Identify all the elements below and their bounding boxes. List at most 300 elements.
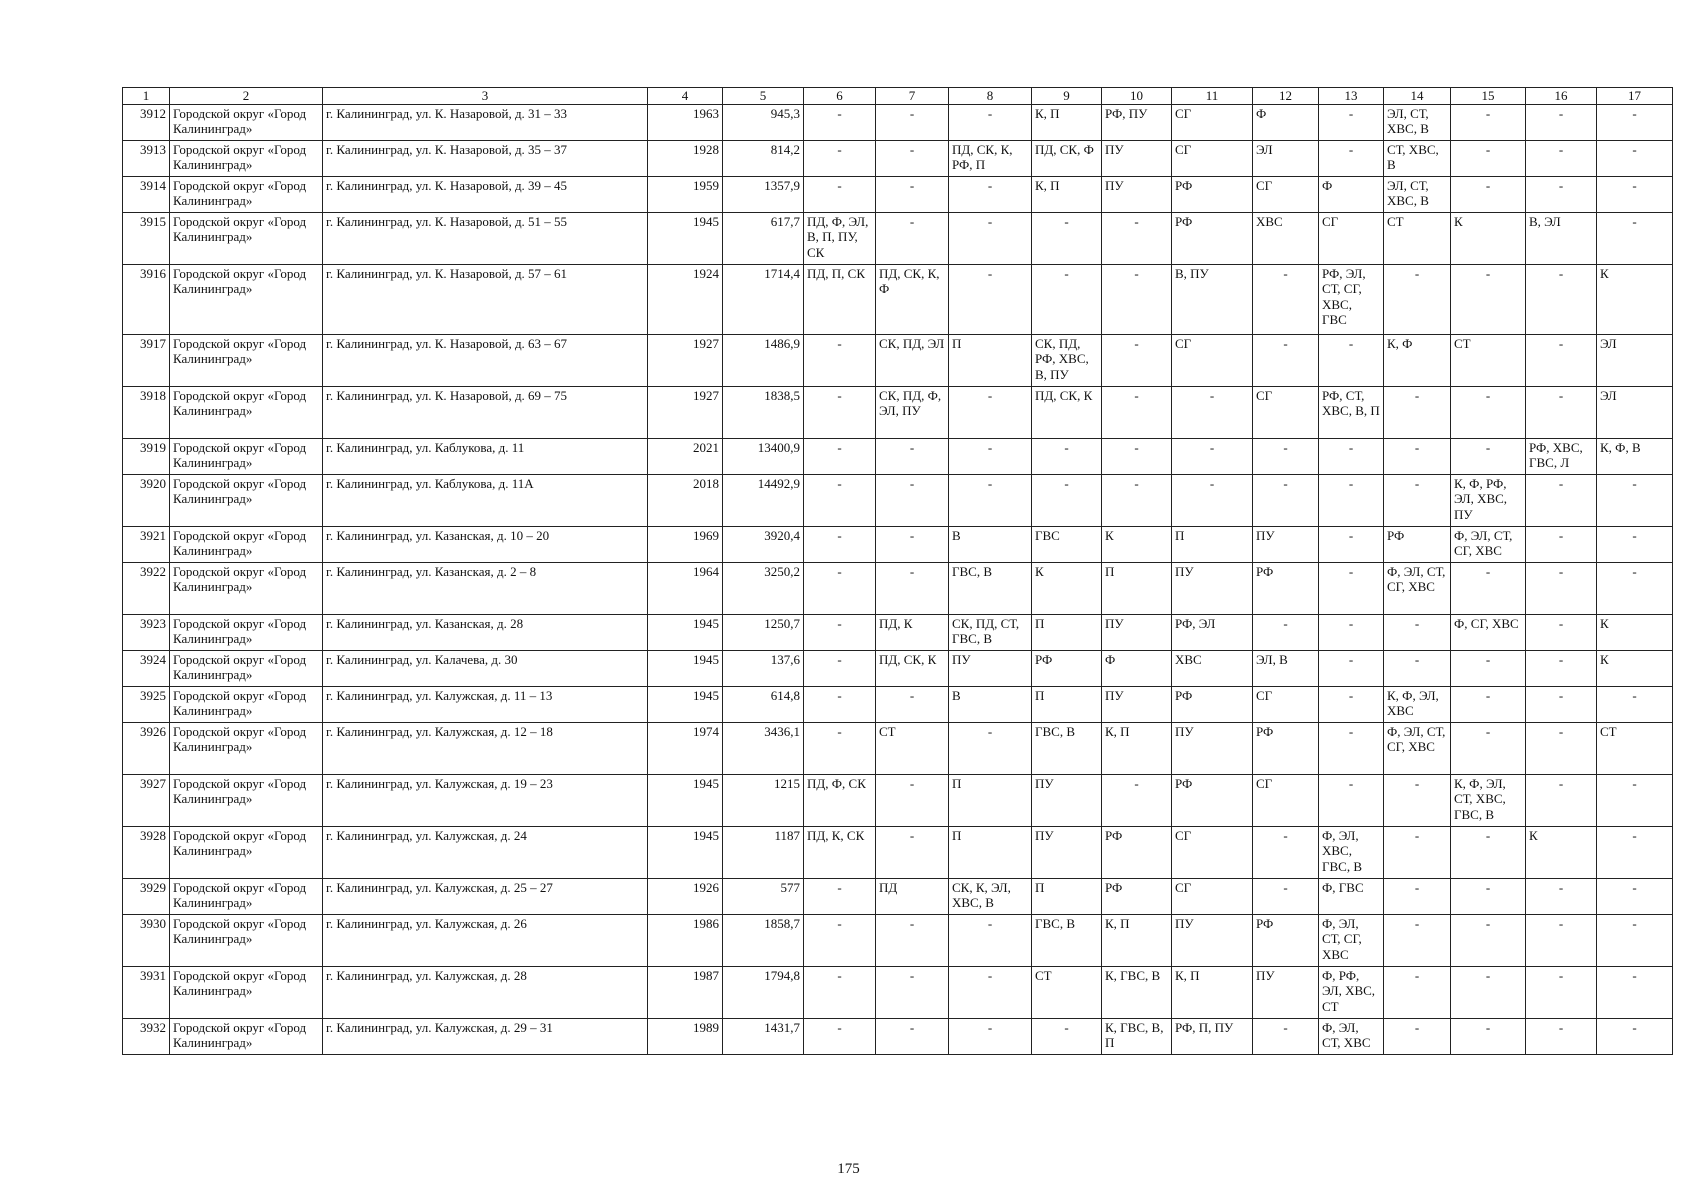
address-cell: г. Калининград, ул. К. Назаровой, д. 57 – 61 bbox=[323, 264, 648, 334]
col-14-cell: СТ, ХВС, В bbox=[1384, 140, 1451, 176]
record-number-cell: 3928 bbox=[123, 826, 170, 878]
col-9-cell: К, П bbox=[1032, 176, 1102, 212]
col-9-cell: ПУ bbox=[1032, 774, 1102, 826]
col-17-cell: К bbox=[1597, 264, 1673, 334]
col-9-cell: ПУ bbox=[1032, 826, 1102, 878]
address-cell: г. Калининград, ул. Калужская, д. 24 bbox=[323, 826, 648, 878]
col-13-cell: Ф, ЭЛ, СТ, ХВС bbox=[1319, 1018, 1384, 1054]
year-built-cell: 1969 bbox=[648, 526, 723, 562]
col-13-cell: - bbox=[1319, 722, 1384, 774]
col-10-cell: К, ГВС, В, П bbox=[1102, 1018, 1172, 1054]
col-10-cell: - bbox=[1102, 474, 1172, 526]
col-12-cell: - bbox=[1253, 826, 1319, 878]
col-14-cell: - bbox=[1384, 1018, 1451, 1054]
col-6-cell: - bbox=[804, 966, 876, 1018]
page-number: 175 bbox=[837, 1161, 860, 1177]
col-14-cell: - bbox=[1384, 878, 1451, 914]
col-6-cell: - bbox=[804, 650, 876, 686]
col-16-cell: РФ, ХВС, ГВС, Л bbox=[1526, 438, 1597, 474]
municipality-cell: Городской округ «Город Калининград» bbox=[170, 878, 323, 914]
table-row bbox=[123, 914, 1673, 966]
area-cell: 1838,5 bbox=[723, 386, 804, 438]
col-6-cell: - bbox=[804, 878, 876, 914]
col-12-cell: РФ bbox=[1253, 562, 1319, 614]
col-17-cell: К bbox=[1597, 650, 1673, 686]
col-16-cell: - bbox=[1526, 474, 1597, 526]
col-7-cell: - bbox=[876, 686, 949, 722]
record-number-cell: 3923 bbox=[123, 614, 170, 650]
area-cell: 1215 bbox=[723, 774, 804, 826]
col-11-cell: - bbox=[1172, 386, 1253, 438]
col-13-cell: Ф, ЭЛ, ХВС, ГВС, В bbox=[1319, 826, 1384, 878]
col-8-cell: П bbox=[949, 774, 1032, 826]
year-built-cell: 1963 bbox=[648, 104, 723, 140]
address-cell: г. Калининград, ул. К. Назаровой, д. 35 – 37 bbox=[323, 140, 648, 176]
col-11-cell: П bbox=[1172, 526, 1253, 562]
col-10-cell: РФ, ПУ bbox=[1102, 104, 1172, 140]
col-14-cell: СТ bbox=[1384, 212, 1451, 264]
col-14-cell: - bbox=[1384, 264, 1451, 334]
col-7-cell: - bbox=[876, 140, 949, 176]
municipality-cell: Городской округ «Город Калининград» bbox=[170, 140, 323, 176]
col-10-cell: - bbox=[1102, 386, 1172, 438]
col-16-cell: - bbox=[1526, 104, 1597, 140]
area-cell: 814,2 bbox=[723, 140, 804, 176]
col-12-cell: СГ bbox=[1253, 686, 1319, 722]
col-17-cell: ЭЛ bbox=[1597, 386, 1673, 438]
col-14-cell: ЭЛ, СТ, ХВС, В bbox=[1384, 104, 1451, 140]
area-cell: 577 bbox=[723, 878, 804, 914]
col-7-cell: - bbox=[876, 966, 949, 1018]
col-9-cell: - bbox=[1032, 212, 1102, 264]
col-12-cell: РФ bbox=[1253, 722, 1319, 774]
col-12-cell: Ф bbox=[1253, 104, 1319, 140]
area-cell: 1794,8 bbox=[723, 966, 804, 1018]
col-8-cell: - bbox=[949, 104, 1032, 140]
column-number-16: 16 bbox=[1526, 88, 1597, 105]
col-9-cell: - bbox=[1032, 1018, 1102, 1054]
col-13-cell: - bbox=[1319, 562, 1384, 614]
col-16-cell: - bbox=[1526, 686, 1597, 722]
record-number-cell: 3926 bbox=[123, 722, 170, 774]
col-14-cell: - bbox=[1384, 774, 1451, 826]
register-table bbox=[122, 87, 1673, 1055]
col-8-cell: П bbox=[949, 826, 1032, 878]
col-15-cell: - bbox=[1451, 386, 1526, 438]
col-7-cell: - bbox=[876, 826, 949, 878]
col-15-cell: Ф, СГ, ХВС bbox=[1451, 614, 1526, 650]
col-13-cell: - bbox=[1319, 140, 1384, 176]
table-row bbox=[123, 104, 1673, 140]
col-7-cell: - bbox=[876, 474, 949, 526]
address-cell: г. Калининград, ул. Калужская, д. 19 – 23 bbox=[323, 774, 648, 826]
col-9-cell: П bbox=[1032, 614, 1102, 650]
area-cell: 617,7 bbox=[723, 212, 804, 264]
table-row bbox=[123, 1018, 1673, 1054]
municipality-cell: Городской округ «Город Калининград» bbox=[170, 334, 323, 386]
col-6-cell: - bbox=[804, 334, 876, 386]
col-10-cell: П bbox=[1102, 562, 1172, 614]
col-17-cell: - bbox=[1597, 104, 1673, 140]
municipality-cell: Городской округ «Город Калининград» bbox=[170, 212, 323, 264]
table-row bbox=[123, 774, 1673, 826]
col-12-cell: - bbox=[1253, 614, 1319, 650]
municipality-cell: Городской округ «Город Калининград» bbox=[170, 526, 323, 562]
col-14-cell: ЭЛ, СТ, ХВС, В bbox=[1384, 176, 1451, 212]
year-built-cell: 1927 bbox=[648, 386, 723, 438]
col-12-cell: ХВС bbox=[1253, 212, 1319, 264]
record-number-cell: 3912 bbox=[123, 104, 170, 140]
col-13-cell: Ф, ГВС bbox=[1319, 878, 1384, 914]
col-10-cell: - bbox=[1102, 212, 1172, 264]
col-12-cell: ПУ bbox=[1253, 966, 1319, 1018]
col-15-cell: - bbox=[1451, 562, 1526, 614]
record-number-cell: 3930 bbox=[123, 914, 170, 966]
col-6-cell: - bbox=[804, 438, 876, 474]
table-row bbox=[123, 140, 1673, 176]
year-built-cell: 1959 bbox=[648, 176, 723, 212]
address-cell: г. Калининград, ул. Казанская, д. 2 – 8 bbox=[323, 562, 648, 614]
col-15-cell: - bbox=[1451, 438, 1526, 474]
col-9-cell: ГВС, В bbox=[1032, 722, 1102, 774]
column-number-3: 3 bbox=[323, 88, 648, 105]
area-cell: 14492,9 bbox=[723, 474, 804, 526]
col-12-cell: ЭЛ, В bbox=[1253, 650, 1319, 686]
col-12-cell: СГ bbox=[1253, 774, 1319, 826]
col-17-cell: - bbox=[1597, 526, 1673, 562]
col-8-cell: В bbox=[949, 686, 1032, 722]
col-10-cell: К, П bbox=[1102, 914, 1172, 966]
col-8-cell: - bbox=[949, 438, 1032, 474]
col-15-cell: - bbox=[1451, 140, 1526, 176]
year-built-cell: 1964 bbox=[648, 562, 723, 614]
column-number-1: 1 bbox=[123, 88, 170, 105]
col-17-cell: - bbox=[1597, 966, 1673, 1018]
col-15-cell: - bbox=[1451, 878, 1526, 914]
municipality-cell: Городской округ «Город Калининград» bbox=[170, 614, 323, 650]
municipality-cell: Городской округ «Город Калининград» bbox=[170, 264, 323, 334]
col-10-cell: К, ГВС, В bbox=[1102, 966, 1172, 1018]
col-11-cell: ПУ bbox=[1172, 914, 1253, 966]
col-7-cell: ПД, СК, К bbox=[876, 650, 949, 686]
col-8-cell: - bbox=[949, 722, 1032, 774]
col-16-cell: - bbox=[1526, 914, 1597, 966]
municipality-cell: Городской округ «Город Калининград» bbox=[170, 966, 323, 1018]
area-cell: 1250,7 bbox=[723, 614, 804, 650]
area-cell: 1431,7 bbox=[723, 1018, 804, 1054]
address-cell: г. Калининград, ул. Казанская, д. 28 bbox=[323, 614, 648, 650]
record-number-cell: 3927 bbox=[123, 774, 170, 826]
col-17-cell: К bbox=[1597, 614, 1673, 650]
record-number-cell: 3919 bbox=[123, 438, 170, 474]
col-16-cell: - bbox=[1526, 176, 1597, 212]
col-13-cell: - bbox=[1319, 614, 1384, 650]
table-row bbox=[123, 722, 1673, 774]
col-6-cell: ПД, К, СК bbox=[804, 826, 876, 878]
column-number-7: 7 bbox=[876, 88, 949, 105]
col-13-cell: - bbox=[1319, 774, 1384, 826]
col-14-cell: - bbox=[1384, 966, 1451, 1018]
record-number-cell: 3914 bbox=[123, 176, 170, 212]
col-11-cell: РФ bbox=[1172, 212, 1253, 264]
col-14-cell: К, Ф bbox=[1384, 334, 1451, 386]
area-cell: 1486,9 bbox=[723, 334, 804, 386]
col-10-cell: РФ bbox=[1102, 878, 1172, 914]
col-17-cell: - bbox=[1597, 474, 1673, 526]
col-14-cell: К, Ф, ЭЛ, ХВС bbox=[1384, 686, 1451, 722]
col-13-cell: СГ bbox=[1319, 212, 1384, 264]
col-10-cell: ПУ bbox=[1102, 176, 1172, 212]
table-row bbox=[123, 334, 1673, 386]
municipality-cell: Городской округ «Город Калининград» bbox=[170, 386, 323, 438]
col-6-cell: - bbox=[804, 722, 876, 774]
col-6-cell: - bbox=[804, 386, 876, 438]
col-10-cell: ПУ bbox=[1102, 614, 1172, 650]
record-number-cell: 3913 bbox=[123, 140, 170, 176]
col-8-cell: СК, ПД, СТ, ГВС, В bbox=[949, 614, 1032, 650]
col-17-cell: - bbox=[1597, 1018, 1673, 1054]
col-10-cell: ПУ bbox=[1102, 140, 1172, 176]
record-number-cell: 3917 bbox=[123, 334, 170, 386]
col-12-cell: - bbox=[1253, 264, 1319, 334]
col-16-cell: - bbox=[1526, 334, 1597, 386]
table-row bbox=[123, 966, 1673, 1018]
address-cell: г. Калининград, ул. Калужская, д. 28 bbox=[323, 966, 648, 1018]
col-7-cell: ПД bbox=[876, 878, 949, 914]
col-17-cell: - bbox=[1597, 176, 1673, 212]
area-cell: 3250,2 bbox=[723, 562, 804, 614]
record-number-cell: 3925 bbox=[123, 686, 170, 722]
col-13-cell: РФ, ЭЛ, СТ, СГ, ХВС, ГВС bbox=[1319, 264, 1384, 334]
col-14-cell: - bbox=[1384, 826, 1451, 878]
address-cell: г. Калининград, ул. Калужская, д. 26 bbox=[323, 914, 648, 966]
year-built-cell: 1945 bbox=[648, 614, 723, 650]
col-9-cell: ГВС, В bbox=[1032, 914, 1102, 966]
column-number-5: 5 bbox=[723, 88, 804, 105]
col-15-cell: К, Ф, ЭЛ, СТ, ХВС, ГВС, В bbox=[1451, 774, 1526, 826]
col-13-cell: - bbox=[1319, 526, 1384, 562]
col-17-cell: - bbox=[1597, 914, 1673, 966]
col-12-cell: - bbox=[1253, 1018, 1319, 1054]
record-number-cell: 3932 bbox=[123, 1018, 170, 1054]
col-15-cell: - bbox=[1451, 176, 1526, 212]
col-14-cell: - bbox=[1384, 650, 1451, 686]
col-12-cell: СГ bbox=[1253, 176, 1319, 212]
column-number-9: 9 bbox=[1032, 88, 1102, 105]
area-cell: 137,6 bbox=[723, 650, 804, 686]
col-17-cell: - bbox=[1597, 826, 1673, 878]
col-13-cell: Ф, ЭЛ, СТ, СГ, ХВС bbox=[1319, 914, 1384, 966]
municipality-cell: Городской округ «Город Калининград» bbox=[170, 562, 323, 614]
area-cell: 1858,7 bbox=[723, 914, 804, 966]
record-number-cell: 3918 bbox=[123, 386, 170, 438]
col-10-cell: - bbox=[1102, 438, 1172, 474]
table-row bbox=[123, 650, 1673, 686]
address-cell: г. Калининград, ул. Казанская, д. 10 – 20 bbox=[323, 526, 648, 562]
col-12-cell: - bbox=[1253, 878, 1319, 914]
col-15-cell: - bbox=[1451, 914, 1526, 966]
column-number-8: 8 bbox=[949, 88, 1032, 105]
col-9-cell: ПД, СК, К bbox=[1032, 386, 1102, 438]
col-7-cell: - bbox=[876, 212, 949, 264]
col-9-cell: К, П bbox=[1032, 104, 1102, 140]
col-16-cell: - bbox=[1526, 264, 1597, 334]
col-9-cell: СК, ПД, РФ, ХВС, В, ПУ bbox=[1032, 334, 1102, 386]
col-16-cell: - bbox=[1526, 878, 1597, 914]
col-6-cell: - bbox=[804, 474, 876, 526]
address-cell: г. Калининград, ул. К. Назаровой, д. 39 – 45 bbox=[323, 176, 648, 212]
col-11-cell: РФ bbox=[1172, 774, 1253, 826]
col-10-cell: К, П bbox=[1102, 722, 1172, 774]
year-built-cell: 1945 bbox=[648, 826, 723, 878]
area-cell: 1714,4 bbox=[723, 264, 804, 334]
address-cell: г. Калининград, ул. Калужская, д. 25 – 27 bbox=[323, 878, 648, 914]
col-17-cell: ЭЛ bbox=[1597, 334, 1673, 386]
col-10-cell: - bbox=[1102, 774, 1172, 826]
col-8-cell: - bbox=[949, 1018, 1032, 1054]
col-9-cell: ПД, СК, Ф bbox=[1032, 140, 1102, 176]
municipality-cell: Городской округ «Город Калининград» bbox=[170, 176, 323, 212]
col-11-cell: В, ПУ bbox=[1172, 264, 1253, 334]
col-7-cell: - bbox=[876, 774, 949, 826]
col-14-cell: - bbox=[1384, 474, 1451, 526]
table-row bbox=[123, 438, 1673, 474]
col-14-cell: Ф, ЭЛ, СТ, СГ, ХВС bbox=[1384, 562, 1451, 614]
col-15-cell: - bbox=[1451, 722, 1526, 774]
col-11-cell: СГ bbox=[1172, 878, 1253, 914]
col-14-cell: - bbox=[1384, 438, 1451, 474]
col-12-cell: РФ bbox=[1253, 914, 1319, 966]
col-11-cell: ПУ bbox=[1172, 722, 1253, 774]
col-16-cell: В, ЭЛ bbox=[1526, 212, 1597, 264]
municipality-cell: Городской округ «Город Калининград» bbox=[170, 774, 323, 826]
year-built-cell: 1926 bbox=[648, 878, 723, 914]
table-row bbox=[123, 474, 1673, 526]
col-12-cell: - bbox=[1253, 334, 1319, 386]
col-10-cell: Ф bbox=[1102, 650, 1172, 686]
year-built-cell: 1928 bbox=[648, 140, 723, 176]
municipality-cell: Городской округ «Город Калининград» bbox=[170, 438, 323, 474]
col-14-cell: - bbox=[1384, 914, 1451, 966]
col-8-cell: СК, К, ЭЛ, ХВС, В bbox=[949, 878, 1032, 914]
area-cell: 3436,1 bbox=[723, 722, 804, 774]
col-11-cell: РФ, ЭЛ bbox=[1172, 614, 1253, 650]
municipality-cell: Городской округ «Город Калининград» bbox=[170, 914, 323, 966]
col-15-cell: К, Ф, РФ, ЭЛ, ХВС, ПУ bbox=[1451, 474, 1526, 526]
col-17-cell: СТ bbox=[1597, 722, 1673, 774]
area-cell: 13400,9 bbox=[723, 438, 804, 474]
col-9-cell: П bbox=[1032, 878, 1102, 914]
col-7-cell: - bbox=[876, 438, 949, 474]
address-cell: г. Калининград, ул. К. Назаровой, д. 51 – 55 bbox=[323, 212, 648, 264]
col-8-cell: ПУ bbox=[949, 650, 1032, 686]
year-built-cell: 1987 bbox=[648, 966, 723, 1018]
col-8-cell: ПД, СК, К, РФ, П bbox=[949, 140, 1032, 176]
col-17-cell: - bbox=[1597, 686, 1673, 722]
column-number-2: 2 bbox=[170, 88, 323, 105]
year-built-cell: 2021 bbox=[648, 438, 723, 474]
municipality-cell: Городской округ «Город Калининград» bbox=[170, 474, 323, 526]
col-11-cell: СГ bbox=[1172, 140, 1253, 176]
col-9-cell: РФ bbox=[1032, 650, 1102, 686]
col-6-cell: - bbox=[804, 562, 876, 614]
year-built-cell: 1945 bbox=[648, 686, 723, 722]
col-10-cell: РФ bbox=[1102, 826, 1172, 878]
table-row bbox=[123, 826, 1673, 878]
record-number-cell: 3916 bbox=[123, 264, 170, 334]
col-6-cell: - bbox=[804, 104, 876, 140]
col-8-cell: - bbox=[949, 914, 1032, 966]
col-6-cell: - bbox=[804, 686, 876, 722]
column-number-14: 14 bbox=[1384, 88, 1451, 105]
table-row bbox=[123, 386, 1673, 438]
col-10-cell: - bbox=[1102, 264, 1172, 334]
municipality-cell: Городской округ «Город Калининград» bbox=[170, 104, 323, 140]
col-16-cell: - bbox=[1526, 614, 1597, 650]
col-15-cell: - bbox=[1451, 826, 1526, 878]
col-13-cell: Ф bbox=[1319, 176, 1384, 212]
area-cell: 614,8 bbox=[723, 686, 804, 722]
col-13-cell: - bbox=[1319, 438, 1384, 474]
col-6-cell: - bbox=[804, 914, 876, 966]
col-15-cell: К bbox=[1451, 212, 1526, 264]
record-number-cell: 3924 bbox=[123, 650, 170, 686]
col-16-cell: - bbox=[1526, 526, 1597, 562]
col-8-cell: - bbox=[949, 176, 1032, 212]
year-built-cell: 2018 bbox=[648, 474, 723, 526]
table-row bbox=[123, 562, 1673, 614]
col-13-cell: - bbox=[1319, 104, 1384, 140]
col-9-cell: - bbox=[1032, 474, 1102, 526]
col-15-cell: СТ bbox=[1451, 334, 1526, 386]
col-8-cell: ГВС, В bbox=[949, 562, 1032, 614]
col-6-cell: ПД, Ф, СК bbox=[804, 774, 876, 826]
column-number-11: 11 bbox=[1172, 88, 1253, 105]
col-16-cell: - bbox=[1526, 1018, 1597, 1054]
col-6-cell: - bbox=[804, 1018, 876, 1054]
col-15-cell: - bbox=[1451, 966, 1526, 1018]
col-7-cell: - bbox=[876, 176, 949, 212]
municipality-cell: Городской округ «Город Калининград» bbox=[170, 722, 323, 774]
col-17-cell: - bbox=[1597, 774, 1673, 826]
col-7-cell: - bbox=[876, 562, 949, 614]
col-7-cell: - bbox=[876, 914, 949, 966]
year-built-cell: 1989 bbox=[648, 1018, 723, 1054]
column-number-row bbox=[123, 88, 1673, 105]
col-12-cell: - bbox=[1253, 438, 1319, 474]
col-7-cell: СК, ПД, ЭЛ bbox=[876, 334, 949, 386]
col-11-cell: - bbox=[1172, 438, 1253, 474]
col-15-cell: - bbox=[1451, 686, 1526, 722]
col-12-cell: ЭЛ bbox=[1253, 140, 1319, 176]
col-17-cell: К, Ф, В bbox=[1597, 438, 1673, 474]
col-7-cell: ПД, СК, К, Ф bbox=[876, 264, 949, 334]
table-row bbox=[123, 212, 1673, 264]
address-cell: г. Калининград, ул. Калачева, д. 30 bbox=[323, 650, 648, 686]
col-12-cell: - bbox=[1253, 474, 1319, 526]
col-16-cell: - bbox=[1526, 386, 1597, 438]
col-17-cell: - bbox=[1597, 140, 1673, 176]
year-built-cell: 1927 bbox=[648, 334, 723, 386]
area-cell: 1187 bbox=[723, 826, 804, 878]
col-11-cell: ХВС bbox=[1172, 650, 1253, 686]
column-number-15: 15 bbox=[1451, 88, 1526, 105]
municipality-cell: Городской округ «Город Калининград» bbox=[170, 826, 323, 878]
col-11-cell: СГ bbox=[1172, 104, 1253, 140]
col-8-cell: - bbox=[949, 264, 1032, 334]
col-6-cell: - bbox=[804, 614, 876, 650]
col-8-cell: - bbox=[949, 386, 1032, 438]
